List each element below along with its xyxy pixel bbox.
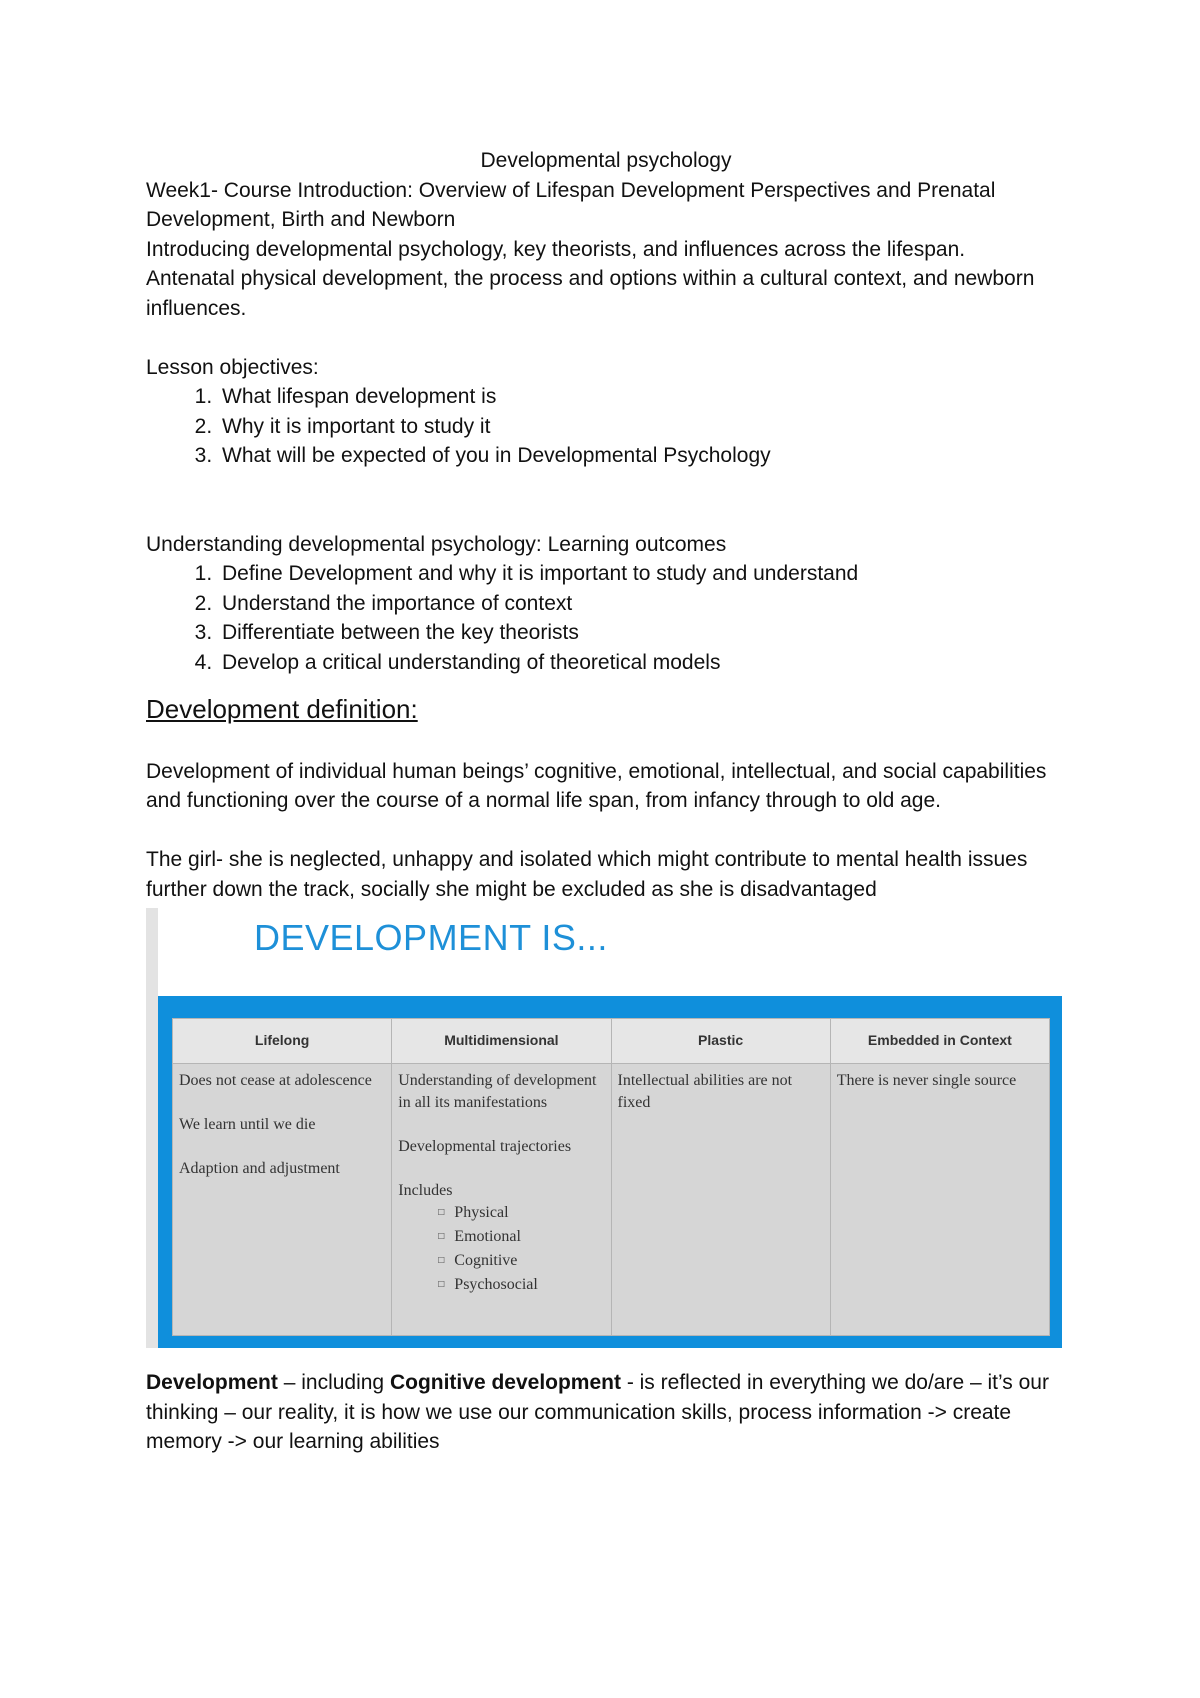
list-item: □ Psychosocial	[438, 1274, 604, 1298]
intro-paragraph-1: Introducing developmental psychology, key theorists, and influences across the lifespan.	[146, 237, 966, 261]
cell-context	[830, 1064, 1049, 1336]
figure-left-bar	[146, 908, 158, 1348]
spacer	[146, 323, 1066, 353]
bold-cognitive-development: Cognitive development	[389, 1371, 621, 1394]
cell-text: Includes	[398, 1182, 453, 1199]
paragraph-text: - is reflected in everything we do/are – it’s our thinking – our reality, it is how we use our communication skills, process information -> create memory -> our learning abilities	[146, 1371, 1049, 1453]
bold-development: Development	[146, 1371, 278, 1394]
list-item: □ Emotional	[438, 1226, 604, 1250]
paragraph-text: – including	[277, 1371, 390, 1394]
list-item: 1. Define Development and why it is important to study and understand	[218, 559, 1066, 589]
development-is-figure	[146, 908, 1062, 1348]
document-title: Developmental psychology	[480, 149, 732, 172]
cell-text: Intellectual abilities are not fixed	[617, 1072, 793, 1111]
cell-text: There is never single source	[836, 1072, 1017, 1089]
list-item: 3. What will be expected of you in Developmental Psychology	[218, 441, 1066, 471]
objectives-label: Lesson objectives:	[146, 355, 319, 379]
definition-text: Development of individual human beings’ cognitive, emotional, intellectual, and social capabilities and functioning over the course of a normal life span, from infancy through to old age.	[146, 759, 1047, 812]
intro-paragraph-2: Antenatal physical development, the process and options within a cultural context, and newborn influences.	[146, 267, 1035, 320]
includes-list	[398, 1202, 604, 1298]
figure-title: DEVELOPMENT IS...	[254, 917, 608, 958]
header-multidimensional: Multidimensional	[392, 1019, 611, 1064]
outcomes-label: Understanding developmental psychology: Learning outcomes	[146, 532, 727, 556]
header-context: Embedded in Context	[830, 1019, 1049, 1064]
cell-text: Developmental trajectories	[398, 1138, 572, 1155]
list-item: 1. What lifespan development is	[218, 382, 1066, 412]
spacer	[146, 471, 1066, 530]
spacer	[146, 816, 1066, 846]
list-item: 2. Why it is important to study it	[218, 412, 1066, 442]
objectives-list	[146, 382, 1066, 471]
cell-plastic	[611, 1064, 830, 1336]
list-item: 3. Differentiate between the key theorists	[218, 618, 1066, 648]
cell-text: Adaption and adjustment	[179, 1160, 340, 1177]
cell-lifelong	[173, 1064, 392, 1336]
outcomes-list	[146, 559, 1066, 677]
girl-paragraph: The girl- she is neglected, unhappy and isolated which might contribute to mental health issues further down the track, socially she might be excluded as she is disadvantaged	[146, 848, 1028, 901]
week-heading: Week1- Course Introduction: Overview of Lifespan Development Perspectives and Prenatal Development, Birth and Newborn	[146, 178, 996, 231]
list-item: 2. Understand the importance of context	[218, 589, 1066, 619]
spacer	[146, 727, 1066, 757]
cell-text: Understanding of development in all its manifestations	[398, 1072, 597, 1111]
cell-text: We learn until we die	[179, 1116, 316, 1133]
list-item: □ Physical	[438, 1202, 604, 1226]
cell-text: Does not cease at adolescence	[179, 1072, 372, 1089]
table-header-row	[173, 1019, 1050, 1064]
development-table	[172, 1018, 1050, 1336]
list-item: 4. Develop a critical understanding of theoretical models	[218, 648, 1066, 678]
header-plastic: Plastic	[611, 1019, 830, 1064]
cell-multidimensional	[392, 1064, 611, 1336]
document-page	[146, 146, 1066, 1457]
definition-heading: Development definition:	[146, 694, 418, 724]
header-lifelong: Lifelong	[173, 1019, 392, 1064]
list-item: □ Cognitive	[438, 1250, 604, 1274]
cognitive-paragraph	[146, 1368, 1066, 1457]
table-row	[173, 1064, 1050, 1336]
